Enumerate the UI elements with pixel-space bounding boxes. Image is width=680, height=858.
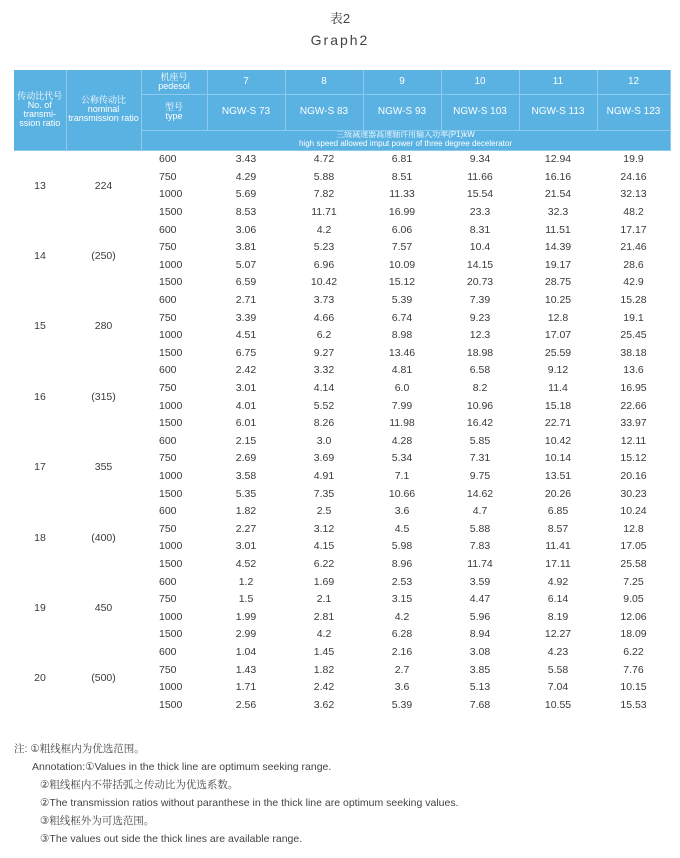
table-title: Graph2 [310, 32, 370, 48]
speed-cell: 600 [159, 153, 177, 166]
power-value-cell: 12.27 [544, 628, 572, 641]
power-value-cell: 1.99 [235, 610, 257, 623]
header-type-name: NGW-S 123 [597, 94, 670, 130]
speed-cell: 750 [159, 452, 177, 465]
power-value-cell: 1.2 [238, 575, 254, 588]
power-value-cell: 2.99 [235, 628, 257, 641]
power-value-cell: 8.53 [235, 206, 257, 219]
power-value-cell: 8.26 [313, 417, 335, 430]
power-value-cell: 6.28 [391, 628, 413, 641]
ratio-code-cell: 18 [34, 531, 46, 544]
speed-cell: 750 [159, 170, 177, 183]
power-value-cell: 8.51 [391, 170, 413, 183]
power-value-cell: 30.23 [620, 487, 647, 500]
nominal-ratio-cell: (500) [91, 672, 116, 685]
power-value-cell: 4.51 [235, 329, 257, 342]
power-value-cell: 17.17 [620, 223, 647, 236]
power-value-cell: 48.2 [623, 206, 644, 219]
header-pedesol-number: 8 [285, 70, 363, 94]
power-value-cell: 24.16 [620, 170, 647, 183]
power-value-cell: 16.42 [466, 417, 494, 430]
power-value-cell: 9.75 [469, 469, 491, 482]
nominal-ratio-cell: 355 [94, 461, 113, 474]
power-value-cell: 2.15 [235, 434, 257, 447]
power-value-cell: 22.66 [620, 399, 647, 412]
power-value-cell: 3.15 [391, 593, 413, 606]
power-value-cell: 2.5 [316, 505, 332, 518]
power-value-cell: 3.85 [469, 663, 491, 676]
power-value-cell: 7.82 [313, 188, 335, 201]
power-value-cell: 3.0 [316, 434, 332, 447]
power-value-cell: 6.58 [469, 364, 491, 377]
power-value-cell: 4.81 [391, 364, 413, 377]
power-value-cell: 19.17 [544, 258, 572, 271]
power-value-cell: 3.6 [394, 505, 410, 518]
note-1-cn: 注: ①粗线框内为优选范围。 [14, 743, 145, 755]
header-type-name: NGW-S 83 [285, 94, 363, 130]
power-value-cell: 28.6 [623, 258, 644, 271]
power-value-cell: 5.23 [313, 241, 335, 254]
header-type-name: NGW-S 93 [363, 94, 441, 130]
note-3-en: ③The values out side the thick lines are available range. [40, 833, 303, 845]
note-1-en: Annotation:①Values in the thick line are optimum seeking range. [32, 761, 332, 773]
power-value-cell: 13.51 [544, 469, 572, 482]
power-value-cell: 10.24 [620, 505, 647, 518]
power-value-cell: 4.72 [313, 153, 335, 166]
speed-cell: 1500 [159, 628, 183, 641]
power-value-cell: 6.01 [235, 417, 257, 430]
power-value-cell: 21.54 [544, 188, 572, 201]
power-value-cell: 16.16 [544, 170, 572, 183]
speed-cell: 750 [159, 241, 177, 254]
power-value-cell: 3.69 [313, 452, 335, 465]
speed-cell: 750 [159, 382, 177, 395]
power-value-cell: 4.5 [394, 522, 410, 535]
power-value-cell: 1.5 [238, 593, 254, 606]
power-value-cell: 11.71 [311, 206, 337, 219]
speed-cell: 1500 [159, 206, 183, 219]
power-value-cell: 15.12 [620, 452, 647, 465]
power-value-cell: 6.81 [391, 153, 413, 166]
power-value-cell: 5.69 [235, 188, 257, 201]
speed-cell: 1000 [159, 188, 183, 201]
power-value-cell: 12.8 [547, 311, 569, 324]
table-number: 表2 [329, 11, 351, 26]
ratio-code-cell: 13 [34, 179, 46, 192]
power-value-cell: 5.88 [313, 170, 335, 183]
header-type-name: NGW-S 113 [519, 94, 597, 130]
power-value-cell: 16.95 [620, 382, 647, 395]
speed-cell: 1500 [159, 417, 183, 430]
power-value-cell: 8.98 [391, 329, 413, 342]
power-value-cell: 10.15 [620, 681, 647, 694]
power-value-cell: 6.75 [235, 346, 257, 359]
power-value-cell: 15.28 [620, 294, 647, 307]
power-value-cell: 6.96 [313, 258, 335, 271]
power-value-cell: 3.32 [313, 364, 335, 377]
power-value-cell: 2.16 [391, 645, 413, 658]
power-value-cell: 6.85 [547, 505, 569, 518]
header-pedesol: 机座号 pedesol [141, 70, 207, 94]
nominal-ratio-cell: 280 [94, 320, 113, 333]
speed-cell: 1000 [159, 610, 183, 623]
power-value-cell: 4.2 [394, 610, 410, 623]
power-value-cell: 18.09 [620, 628, 647, 641]
power-value-cell: 9.12 [547, 364, 569, 377]
speed-cell: 1500 [159, 346, 183, 359]
power-value-cell: 3.62 [313, 698, 335, 711]
table-row [14, 432, 670, 450]
power-value-cell: 17.07 [544, 329, 572, 342]
power-value-cell: 4.7 [472, 505, 488, 518]
power-value-cell: 3.43 [235, 153, 257, 166]
power-value-cell: 4.28 [391, 434, 413, 447]
power-value-cell: 6.22 [313, 557, 335, 570]
power-value-cell: 28.75 [544, 276, 572, 289]
power-value-cell: 7.35 [313, 487, 335, 500]
power-value-cell: 17.05 [620, 540, 647, 553]
note-2-en: ②The transmission ratios without paranthese in the thick line are optimum seeking values. [40, 797, 459, 809]
power-value-cell: 8.2 [472, 382, 488, 395]
speed-cell: 600 [159, 434, 177, 447]
power-value-cell: 11.98 [389, 417, 415, 430]
power-value-cell: 11.74 [467, 557, 493, 570]
power-value-cell: 3.81 [235, 241, 257, 254]
power-value-cell: 10.09 [388, 258, 416, 271]
nominal-ratio-cell: 224 [94, 179, 113, 192]
power-value-cell: 7.57 [391, 241, 413, 254]
power-value-cell: 6.74 [391, 311, 413, 324]
power-value-cell: 4.2 [316, 628, 332, 641]
power-value-cell: 7.25 [623, 575, 644, 588]
power-value-cell: 20.26 [544, 487, 572, 500]
power-value-cell: 8.19 [547, 610, 569, 623]
nominal-ratio-cell: (400) [91, 531, 116, 544]
power-value-cell: 5.13 [469, 681, 491, 694]
speed-cell: 1000 [159, 469, 183, 482]
power-value-cell: 2.69 [235, 452, 257, 465]
power-value-cell: 5.58 [547, 663, 569, 676]
ratio-code-cell: 19 [34, 601, 46, 614]
power-value-cell: 25.58 [620, 557, 647, 570]
ratio-code-cell: 20 [34, 672, 46, 685]
power-value-cell: 14.39 [544, 241, 572, 254]
power-value-cell: 4.23 [547, 645, 569, 658]
power-value-cell: 6.2 [316, 329, 332, 342]
power-value-cell: 10.4 [469, 241, 491, 254]
power-value-cell: 4.2 [316, 223, 332, 236]
power-value-cell: 7.1 [394, 469, 410, 482]
speed-cell: 750 [159, 311, 177, 324]
header-type-name: NGW-S 103 [441, 94, 519, 130]
speed-cell: 600 [159, 364, 177, 377]
power-value-cell: 12.06 [620, 610, 647, 623]
power-value-cell: 8.31 [469, 223, 491, 236]
header-pedesol-number: 11 [519, 70, 597, 94]
power-value-cell: 2.81 [313, 610, 335, 623]
power-value-cell: 32.13 [620, 188, 647, 201]
power-value-cell: 7.31 [469, 452, 491, 465]
power-value-cell: 42.9 [623, 276, 644, 289]
ratio-code-cell: 16 [34, 390, 46, 403]
power-value-cell: 13.6 [623, 364, 644, 377]
note-3-cn: ③粗线框外为可选范围。 [40, 815, 155, 827]
power-value-cell: 4.29 [235, 170, 257, 183]
speed-cell: 1000 [159, 258, 183, 271]
power-value-cell: 10.14 [544, 452, 572, 465]
header-pedesol-number: 10 [441, 70, 519, 94]
power-value-cell: 4.52 [235, 557, 257, 570]
power-value-cell: 6.59 [235, 276, 257, 289]
power-value-cell: 5.34 [391, 452, 413, 465]
power-value-cell: 2.71 [235, 294, 257, 307]
power-value-cell: 8.57 [547, 522, 569, 535]
power-value-cell: 3.01 [235, 382, 257, 395]
power-value-cell: 2.27 [235, 522, 257, 535]
power-value-cell: 15.54 [466, 188, 494, 201]
nominal-ratio-cell: (250) [91, 250, 116, 263]
power-value-cell: 6.06 [391, 223, 413, 236]
nominal-ratio-cell: 450 [94, 601, 113, 614]
speed-cell: 750 [159, 593, 177, 606]
power-value-cell: 10.96 [466, 399, 494, 412]
power-value-cell: 7.04 [547, 681, 569, 694]
power-value-cell: 3.59 [469, 575, 491, 588]
power-value-cell: 1.82 [235, 505, 257, 518]
power-value-cell: 1.43 [235, 663, 257, 676]
power-value-cell: 5.52 [313, 399, 335, 412]
power-value-cell: 10.42 [310, 276, 338, 289]
power-value-cell: 1.04 [235, 645, 257, 658]
power-value-cell: 4.01 [235, 399, 257, 412]
power-value-cell: 21.46 [620, 241, 647, 254]
table-row [14, 291, 670, 309]
ratio-code-cell: 15 [34, 320, 46, 333]
ratio-code-cell: 14 [34, 250, 46, 263]
header-pedesol-number: 12 [597, 70, 670, 94]
table-row [14, 362, 670, 380]
power-value-cell: 3.12 [313, 522, 335, 535]
power-value-cell: 2.42 [235, 364, 257, 377]
power-value-cell: 38.18 [620, 346, 647, 359]
power-value-cell: 8.94 [469, 628, 491, 641]
speed-cell: 1500 [159, 557, 183, 570]
power-value-cell: 10.25 [544, 294, 572, 307]
power-value-cell: 5.39 [391, 294, 413, 307]
power-value-cell: 7.83 [469, 540, 491, 553]
power-value-cell: 1.82 [313, 663, 335, 676]
speed-cell: 1000 [159, 399, 183, 412]
power-value-cell: 3.06 [235, 223, 257, 236]
power-value-cell: 15.18 [544, 399, 572, 412]
power-value-cell: 20.73 [466, 276, 494, 289]
power-value-cell: 10.42 [544, 434, 572, 447]
power-value-cell: 4.14 [313, 382, 335, 395]
speed-cell: 1500 [159, 487, 183, 500]
annotation-notes [14, 740, 459, 848]
power-value-cell: 20.16 [620, 469, 647, 482]
power-value-cell: 12.94 [544, 153, 572, 166]
power-value-cell: 5.96 [469, 610, 491, 623]
nominal-ratio-cell: (315) [91, 390, 116, 403]
power-value-cell: 4.92 [547, 575, 569, 588]
speed-cell: 600 [159, 505, 177, 518]
power-value-cell: 11.41 [545, 540, 571, 553]
table-body [14, 150, 670, 714]
power-value-cell: 7.68 [469, 698, 491, 711]
power-value-cell: 3.58 [235, 469, 257, 482]
power-value-cell: 6.14 [547, 593, 569, 606]
table-row [14, 150, 670, 168]
power-value-cell: 11.33 [389, 188, 415, 201]
power-value-cell: 22.71 [544, 417, 572, 430]
power-value-cell: 13.46 [388, 346, 416, 359]
power-value-cell: 5.39 [391, 698, 413, 711]
power-value-cell: 5.07 [235, 258, 257, 271]
power-value-cell: 5.98 [391, 540, 413, 553]
header-pedesol-number: 7 [207, 70, 285, 94]
note-2-cn: ②粗线框内不带括弧之传动比为优选系数。 [40, 779, 239, 791]
power-value-cell: 10.55 [544, 698, 572, 711]
power-value-cell: 25.45 [620, 329, 647, 342]
speed-cell: 1000 [159, 540, 183, 553]
power-value-cell: 3.39 [235, 311, 257, 324]
speed-cell: 600 [159, 223, 177, 236]
power-value-cell: 18.98 [466, 346, 494, 359]
power-value-cell: 4.15 [313, 540, 335, 553]
power-value-cell: 7.76 [623, 663, 644, 676]
speed-cell: 1500 [159, 698, 183, 711]
power-value-cell: 11.66 [467, 170, 493, 183]
power-value-cell: 8.96 [391, 557, 413, 570]
power-value-cell: 9.34 [469, 153, 491, 166]
header-type: 型号 type [141, 94, 207, 130]
power-value-cell: 4.66 [313, 311, 335, 324]
power-value-cell: 14.15 [466, 258, 494, 271]
header-nominal-ratio: 公称传动比 nominal transmission ratio [66, 70, 141, 150]
power-value-cell: 1.69 [313, 575, 335, 588]
power-value-cell: 4.91 [313, 469, 335, 482]
power-value-cell: 2.1 [316, 593, 332, 606]
power-value-cell: 7.99 [391, 399, 413, 412]
power-value-cell: 3.01 [235, 540, 257, 553]
power-value-cell: 10.66 [388, 487, 416, 500]
power-value-cell: 2.56 [235, 698, 257, 711]
power-value-cell: 6.0 [394, 382, 410, 395]
speed-cell: 1000 [159, 681, 183, 694]
power-value-cell: 1.45 [313, 645, 335, 658]
power-value-cell: 15.12 [388, 276, 416, 289]
speed-cell: 1000 [159, 329, 183, 342]
power-value-cell: 15.53 [620, 698, 647, 711]
power-value-cell: 7.39 [469, 294, 491, 307]
table-row [14, 643, 670, 661]
speed-cell: 600 [159, 294, 177, 307]
power-value-cell: 23.3 [469, 206, 491, 219]
power-value-cell: 17.11 [545, 557, 571, 570]
power-value-cell: 2.53 [391, 575, 413, 588]
speed-cell: 750 [159, 663, 177, 676]
power-value-cell: 12.11 [620, 434, 647, 447]
table-row [14, 502, 670, 520]
power-table [14, 70, 671, 714]
power-value-cell: 5.85 [469, 434, 491, 447]
speed-cell: 750 [159, 522, 177, 535]
power-value-cell: 12.3 [469, 329, 491, 342]
power-value-cell: 9.05 [623, 593, 644, 606]
power-value-cell: 25.59 [544, 346, 572, 359]
speed-cell: 1500 [159, 276, 183, 289]
power-value-cell: 19.9 [623, 153, 644, 166]
power-value-cell: 9.23 [469, 311, 491, 324]
power-value-cell: 9.27 [313, 346, 335, 359]
power-value-cell: 11.51 [545, 223, 571, 236]
power-value-cell: 14.62 [466, 487, 494, 500]
power-value-cell: 33.97 [620, 417, 647, 430]
power-value-cell: 1.71 [235, 681, 257, 694]
power-value-cell: 3.08 [469, 645, 491, 658]
power-value-cell: 12.8 [623, 522, 644, 535]
power-value-cell: 6.22 [623, 645, 644, 658]
speed-cell: 600 [159, 575, 177, 588]
table-row [14, 573, 670, 591]
header-ratio-code: 传动比代号 No. of transmi-ssion ratio [14, 70, 66, 150]
power-value-cell: 4.47 [469, 593, 491, 606]
power-value-cell: 11.4 [548, 382, 568, 395]
header-type-name: NGW-S 73 [207, 94, 285, 130]
power-value-cell: 2.7 [394, 663, 410, 676]
ratio-code-cell: 17 [34, 461, 46, 474]
header-pedesol-number: 9 [363, 70, 441, 94]
power-value-cell: 32.3 [547, 206, 569, 219]
power-value-cell: 5.35 [235, 487, 257, 500]
power-value-cell: 16.99 [388, 206, 416, 219]
power-value-cell: 3.73 [313, 294, 335, 307]
speed-cell: 600 [159, 645, 177, 658]
power-value-cell: 2.42 [313, 681, 335, 694]
power-value-cell: 5.88 [469, 522, 491, 535]
power-value-cell: 3.6 [394, 681, 410, 694]
power-value-cell: 19.1 [623, 311, 644, 324]
header-power-caption: 三级减速器高速轴许用输入功率(P1)kW high speed allowed imput power of three degree decelerator [141, 130, 670, 150]
table-row [14, 221, 670, 239]
